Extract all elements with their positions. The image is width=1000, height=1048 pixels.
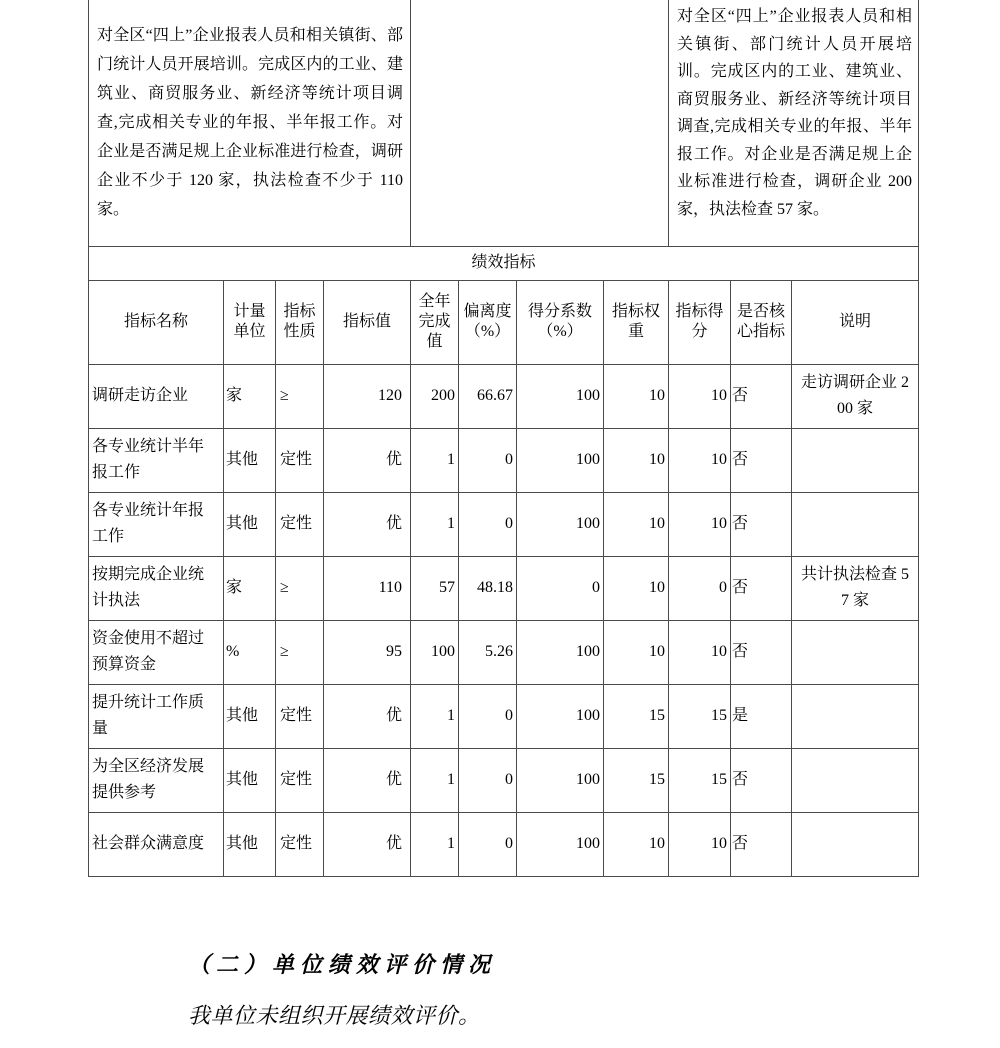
cell-score-coefficient: 100: [517, 620, 604, 684]
cell-score-coefficient: 100: [517, 492, 604, 556]
cell-indicator-name: 社会群众满意度: [89, 812, 224, 876]
cell-note: [792, 492, 919, 556]
cell-is-core: 否: [731, 748, 792, 812]
cell-note: [792, 684, 919, 748]
continued-text-right-cell: 对全区“四上”企业报表人员和相关镇街、部门统计人员开展培训。完成区内的工业、建筑业、商贸服务业、新经济等统计项目调查,完成相关专业的年报、半年报工作。对企业是否满足规上企业标准进行检查，调研企业 200 家，执法检查 57 家。: [669, 0, 919, 246]
section-title-row: [89, 246, 919, 280]
col-header-score-coefficient: 得分系数（%）: [517, 280, 604, 364]
cell-deviation: 66.67: [459, 364, 517, 428]
cell-indicator-name: 按期完成企业统计执法: [89, 556, 224, 620]
col-header-nature: 指标性质: [276, 280, 324, 364]
cell-score: 10: [669, 428, 731, 492]
cell-score: 10: [669, 812, 731, 876]
table-row: [89, 620, 919, 684]
cell-nature: ≥: [276, 556, 324, 620]
cell-unit: 家: [224, 364, 276, 428]
table-row: [89, 428, 919, 492]
cell-note: 共计执法检查 57 家: [792, 556, 919, 620]
table-header-row: [89, 280, 919, 364]
continued-text-left-cell: 对全区“四上”企业报表人员和相关镇街、部门统计人员开展培训。完成区内的工业、建筑业、商贸服务业、新经济等统计项目调查,完成相关专业的年报、半年报工作。对企业是否满足规上企业标准进行检查，调研企业不少于 120 家，执法检查不少于 110 家。: [89, 0, 411, 246]
table-row: [89, 748, 919, 812]
col-header-deviation: 偏离度（%）: [459, 280, 517, 364]
cell-deviation: 0: [459, 748, 517, 812]
cell-is-core: 否: [731, 556, 792, 620]
cell-nature: 定性: [276, 428, 324, 492]
col-header-weight: 指标权重: [604, 280, 669, 364]
cell-is-core: 否: [731, 364, 792, 428]
performance-indicator-table: [88, 0, 919, 877]
col-header-is-core: 是否核心指标: [731, 280, 792, 364]
table-row: [89, 364, 919, 428]
cell-weight: 15: [604, 684, 669, 748]
cell-is-core: 否: [731, 492, 792, 556]
cell-weight: 10: [604, 428, 669, 492]
cell-nature: ≥: [276, 620, 324, 684]
cell-note: [792, 428, 919, 492]
col-header-annual-value: 全年完成值: [411, 280, 459, 364]
cell-score-coefficient: 100: [517, 364, 604, 428]
cell-annual-value: 1: [411, 684, 459, 748]
cell-indicator-name: 各专业统计年报工作: [89, 492, 224, 556]
cell-note: [792, 620, 919, 684]
col-header-target-value: 指标值: [324, 280, 411, 364]
cell-score: 10: [669, 364, 731, 428]
cell-nature: 定性: [276, 748, 324, 812]
cell-deviation: 0: [459, 428, 517, 492]
cell-unit: 其他: [224, 684, 276, 748]
cell-deviation: 0: [459, 492, 517, 556]
cell-unit: 其他: [224, 748, 276, 812]
cell-annual-value: 1: [411, 428, 459, 492]
cell-is-core: 是: [731, 684, 792, 748]
cell-deviation: 0: [459, 684, 517, 748]
cell-indicator-name: 为全区经济发展提供参考: [89, 748, 224, 812]
cell-target-value: 120: [324, 364, 411, 428]
cell-nature: 定性: [276, 684, 324, 748]
section-2-paragraph: 我单位未组织开展绩效评价。: [188, 1003, 481, 1028]
cell-nature: 定性: [276, 492, 324, 556]
cell-indicator-name: 调研走访企业: [89, 364, 224, 428]
cell-score: 0: [669, 556, 731, 620]
cell-unit: 其他: [224, 492, 276, 556]
cell-deviation: 48.18: [459, 556, 517, 620]
cell-indicator-name: 提升统计工作质量: [89, 684, 224, 748]
cell-score-coefficient: 100: [517, 748, 604, 812]
cell-weight: 10: [604, 492, 669, 556]
cell-note: [792, 812, 919, 876]
cell-weight: 10: [604, 812, 669, 876]
cell-is-core: 否: [731, 428, 792, 492]
cell-deviation: 0: [459, 812, 517, 876]
cell-note: [792, 748, 919, 812]
cell-target-value: 优: [324, 684, 411, 748]
cell-weight: 15: [604, 748, 669, 812]
cell-target-value: 优: [324, 428, 411, 492]
cell-unit: 家: [224, 556, 276, 620]
cell-is-core: 否: [731, 812, 792, 876]
table-row: [89, 684, 919, 748]
col-header-unit: 计量单位: [224, 280, 276, 364]
cell-score-coefficient: 0: [517, 556, 604, 620]
cell-note: 走访调研企业 200 家: [792, 364, 919, 428]
table-row: [89, 492, 919, 556]
cell-target-value: 优: [324, 812, 411, 876]
cell-nature: 定性: [276, 812, 324, 876]
continued-text-row: [89, 0, 919, 246]
cell-nature: ≥: [276, 364, 324, 428]
cell-is-core: 否: [731, 620, 792, 684]
cell-annual-value: 1: [411, 492, 459, 556]
cell-score: 15: [669, 684, 731, 748]
cell-target-value: 110: [324, 556, 411, 620]
table-row: [89, 556, 919, 620]
cell-score: 10: [669, 492, 731, 556]
cell-indicator-name: 资金使用不超过预算资金: [89, 620, 224, 684]
continued-text-middle-cell: [411, 0, 669, 246]
cell-unit: 其他: [224, 812, 276, 876]
cell-weight: 10: [604, 364, 669, 428]
section-title: 绩效指标: [89, 246, 919, 280]
cell-deviation: 5.26: [459, 620, 517, 684]
cell-target-value: 优: [324, 748, 411, 812]
cell-annual-value: 1: [411, 812, 459, 876]
cell-unit: %: [224, 620, 276, 684]
cell-score: 10: [669, 620, 731, 684]
cell-weight: 10: [604, 620, 669, 684]
cell-annual-value: 57: [411, 556, 459, 620]
col-header-score: 指标得分: [669, 280, 731, 364]
cell-score-coefficient: 100: [517, 428, 604, 492]
cell-score: 15: [669, 748, 731, 812]
col-header-note: 说明: [792, 280, 919, 364]
cell-score-coefficient: 100: [517, 812, 604, 876]
cell-indicator-name: 各专业统计半年报工作: [89, 428, 224, 492]
table-row: [89, 812, 919, 876]
section-2-heading: （二）单位绩效评价情况: [188, 952, 497, 977]
cell-target-value: 优: [324, 492, 411, 556]
cell-target-value: 95: [324, 620, 411, 684]
cell-annual-value: 100: [411, 620, 459, 684]
cell-annual-value: 200: [411, 364, 459, 428]
cell-annual-value: 1: [411, 748, 459, 812]
col-header-indicator-name: 指标名称: [89, 280, 224, 364]
cell-weight: 10: [604, 556, 669, 620]
cell-score-coefficient: 100: [517, 684, 604, 748]
cell-unit: 其他: [224, 428, 276, 492]
